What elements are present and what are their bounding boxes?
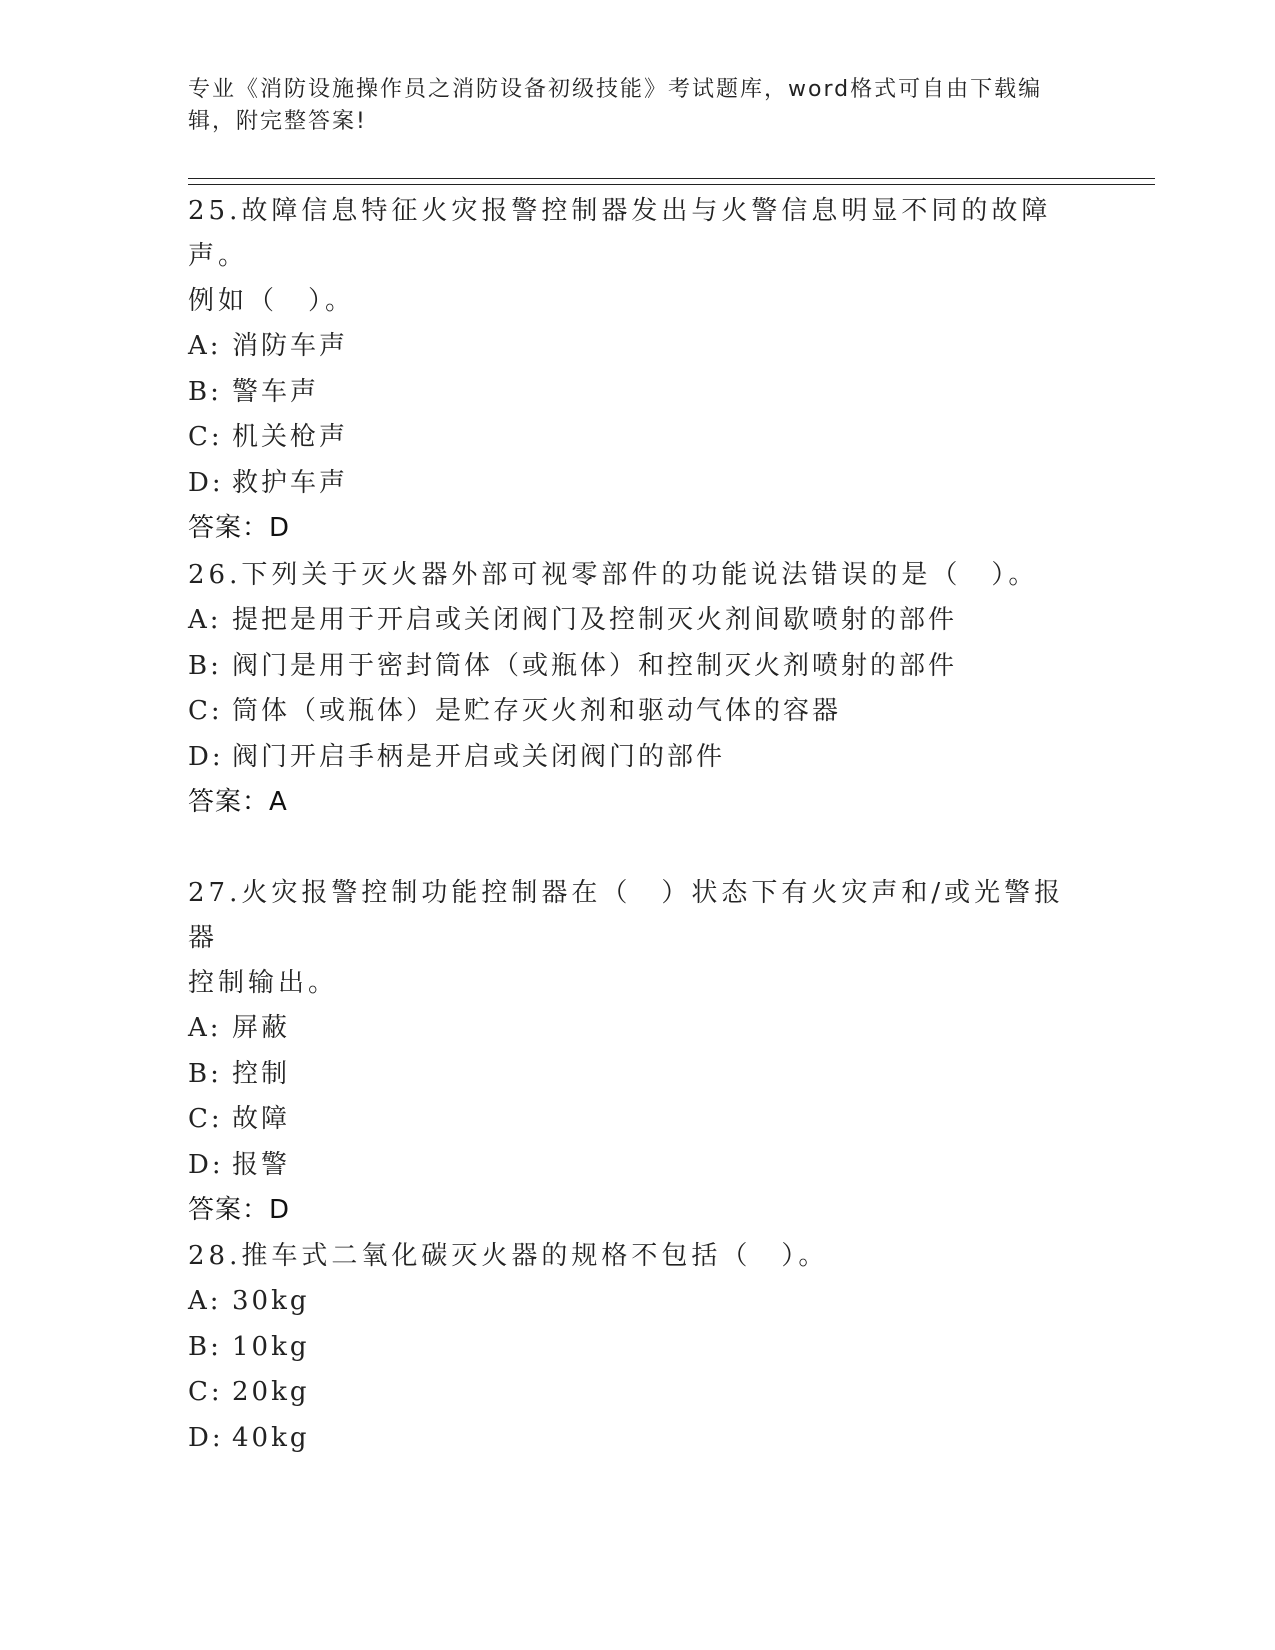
option-a (188, 1279, 1068, 1325)
option-label: B: (188, 650, 222, 681)
option-d (188, 1416, 1068, 1462)
question-27 (188, 871, 1068, 1233)
question-25 (188, 189, 1068, 551)
question-stem (188, 553, 1068, 598)
option-label: B: (188, 1058, 222, 1089)
stem-line: 火灾报警控制功能控制器在（ ）状态下有火灾声和/或光警报器 (188, 878, 1065, 953)
option-text: 阀门是用于密封筒体（或瓶体）和控制灭火剂喷射的部件 (232, 650, 958, 681)
option-b (188, 1325, 1068, 1371)
header-divider-top (188, 178, 1155, 179)
option-label: D: (188, 467, 224, 498)
option-text: 30kg (232, 1286, 310, 1316)
option-text: 救护车声 (232, 467, 349, 498)
stem-line: 故障信息特征火灾报警控制器发出与火警信息明显不同的故障声。 (188, 196, 1052, 271)
stem-line: 例如（ ）。 (188, 286, 356, 316)
option-label: A: (188, 1286, 222, 1316)
option-label: D: (188, 1149, 224, 1180)
option-label: C: (188, 1104, 223, 1134)
question-number: 26. (188, 560, 242, 590)
option-c (188, 1370, 1068, 1416)
option-d (188, 461, 1068, 507)
option-text: 机关枪声 (232, 422, 349, 452)
header-line-1: 专业《消防设施操作员之消防设备初级技能》考试题库，word格式可自由下载编 (188, 77, 1043, 102)
question-number: 25. (188, 196, 242, 226)
option-label: A: (188, 331, 222, 361)
answer: 答案：D (188, 513, 291, 543)
option-text: 提把是用于开启或关闭阀门及控制灭火剂间歇喷射的部件 (232, 605, 958, 635)
option-text: 10kg (232, 1331, 310, 1362)
option-a (188, 1006, 1068, 1052)
answer: 答案：A (188, 787, 288, 817)
option-label: C: (188, 1377, 223, 1407)
option-label: B: (188, 376, 222, 407)
question-stem (188, 871, 1068, 961)
option-label: B: (188, 1331, 222, 1362)
option-label: A: (188, 605, 222, 635)
option-b (188, 1052, 1068, 1098)
option-label: D: (188, 1422, 224, 1453)
option-text: 阀门开启手柄是开启或关闭阀门的部件 (232, 741, 726, 772)
option-text: 控制 (232, 1058, 291, 1089)
option-text: 警车声 (232, 376, 320, 407)
stem-line: 控制输出。 (188, 968, 339, 998)
option-text: 报警 (232, 1149, 291, 1180)
stem-line: 下列关于灭火器外部可视零部件的功能说法错误的是（ ）。 (241, 560, 1039, 590)
option-c (188, 415, 1068, 461)
header-divider-bottom (188, 184, 1155, 185)
question-number: 27. (188, 878, 242, 908)
option-label: A: (188, 1013, 222, 1043)
question-stem (188, 189, 1068, 279)
question-28 (188, 1234, 1068, 1461)
option-text: 消防车声 (232, 331, 349, 361)
question-stem (188, 1234, 1068, 1279)
stem-line: 推车式二氧化碳灭火器的规格不包括（ ）。 (241, 1241, 829, 1271)
option-text: 筒体（或瓶体）是贮存灭火剂和驱动气体的容器 (232, 696, 842, 726)
document-header (188, 74, 1068, 138)
option-b (188, 644, 1068, 690)
option-a (188, 598, 1068, 644)
option-d (188, 1143, 1068, 1189)
option-label: D: (188, 741, 224, 772)
option-label: C: (188, 696, 223, 726)
option-d (188, 735, 1068, 781)
answer: 答案：D (188, 1195, 291, 1225)
header-line-2: 辑，附完整答案! (188, 109, 367, 134)
question-number: 28. (188, 1241, 242, 1271)
question-26 (188, 553, 1068, 825)
option-text: 故障 (232, 1104, 291, 1134)
option-b (188, 370, 1068, 416)
option-c (188, 1097, 1068, 1143)
option-text: 屏蔽 (232, 1013, 291, 1043)
option-text: 20kg (232, 1377, 310, 1407)
option-c (188, 689, 1068, 735)
option-a (188, 324, 1068, 370)
option-text: 40kg (232, 1422, 310, 1453)
option-label: C: (188, 422, 223, 452)
